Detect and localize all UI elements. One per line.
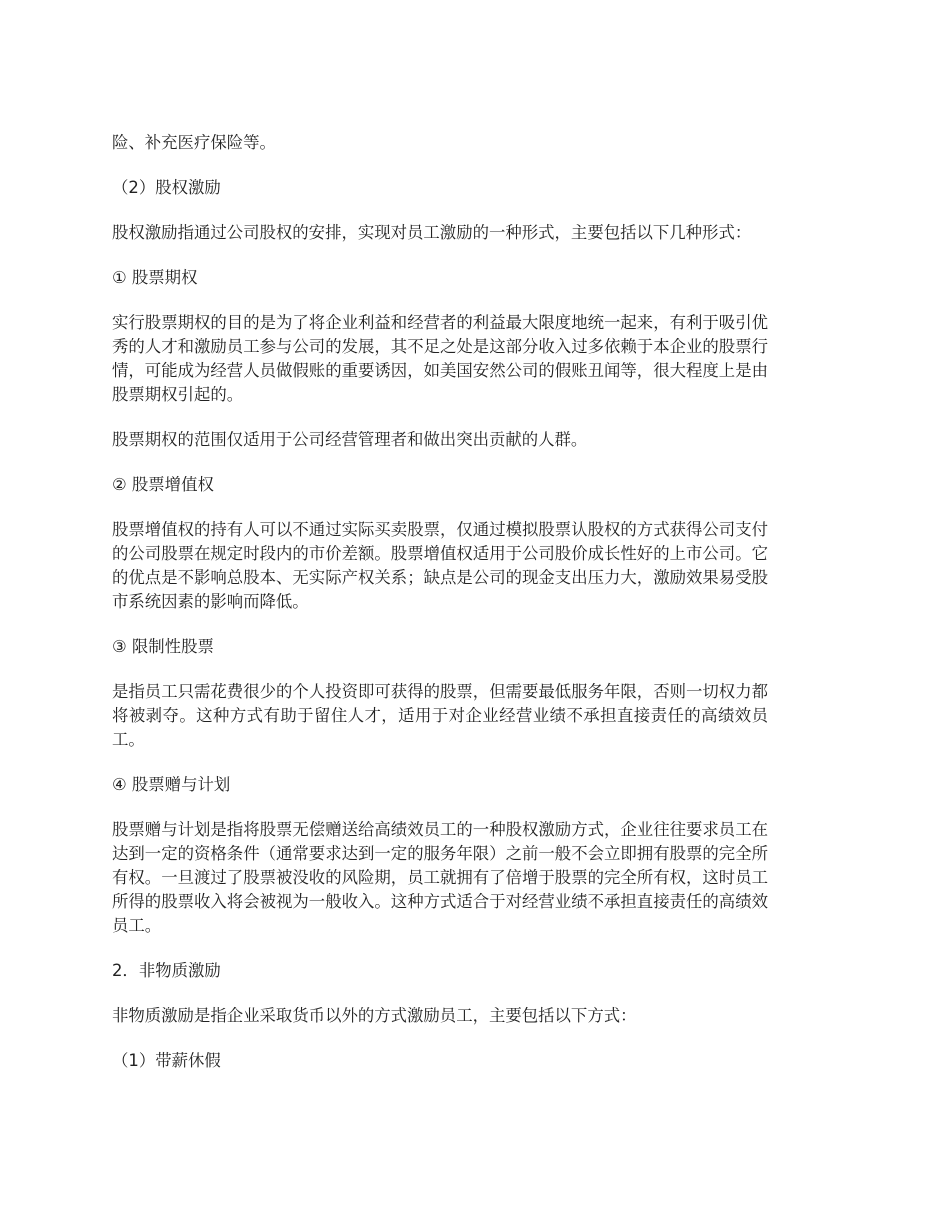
paragraph-stock-appreciation: 股票增值权的持有人可以不通过实际买卖股票，仅通过模拟股票认股权的方式获得公司支付的公司股票在规定时段内的市价差额。股票增值权适用于公司股价成长性好的上市公司。它的优点是不影响总股本、无实际产权关系；缺点是公司的现金支出压力大，激励效果易受股市系统因素的影响而降低。 xyxy=(112,520,768,611)
heading-restricted-stock: ③ 限制性股票 xyxy=(112,637,214,656)
heading-stock-options: ① 股票期权 xyxy=(112,268,198,287)
heading-equity-incentive: （2）股权激励 xyxy=(112,178,221,197)
heading-stock-grant: ④ 股票赠与计划 xyxy=(112,775,231,794)
paragraph-stock-grant: 股票赠与计划是指将股票无偿赠送给高绩效员工的一种股权激励方式，企业往往要求员工在达到一定的资格条件（通常要求达到一定的服务年限）之前一般不会立即拥有股票的完全所有权。一旦渡过了股票被没收的风险期，员工就拥有了倍增于股票的完全所有权，这时员工所得的股票收入将会被视为一般收入。这种方式适合于对经营业绩不承担直接责任的高绩效员工。 xyxy=(112,820,768,935)
paragraph-restricted-stock: 是指员工只需花费很少的个人投资即可获得的股票，但需要最低服务年限，否则一切权力都将被剥夺。这种方式有助于留住人才，适用于对企业经营业绩不承担直接责任的高绩效员工。 xyxy=(112,682,768,749)
paragraph-stock-options-scope: 股票期权的范围仅适用于公司经营管理者和做出突出贡献的人群。 xyxy=(112,430,588,449)
heading-stock-appreciation: ② 股票增值权 xyxy=(112,475,214,494)
heading-non-material: 2．非物质激励 xyxy=(112,961,221,980)
paragraph-stock-options: 实行股票期权的目的是为了将企业利益和经营者的利益最大限度地统一起来，有利于吸引优秀的人才和激励员工参与公司的发展，其不足之处是这部分收入过多依赖于本企业的股票行情，可能成为经营人员做假账的重要诱因，如美国安然公司的假账丑闻等，很大程度上是由股票期权引起的。 xyxy=(112,313,768,404)
paragraph-insurance-tail: 险、补充医疗保险等。 xyxy=(112,133,276,152)
heading-paid-leave: （1）带薪休假 xyxy=(112,1051,221,1070)
paragraph-non-material: 非物质激励是指企业采取货币以外的方式激励员工，主要包括以下方式： xyxy=(112,1006,637,1025)
paragraph-equity-intro: 股权激励指通过公司股权的安排，实现对员工激励的一种形式，主要包括以下几种形式： xyxy=(112,223,752,242)
document-page xyxy=(112,131,768,1073)
